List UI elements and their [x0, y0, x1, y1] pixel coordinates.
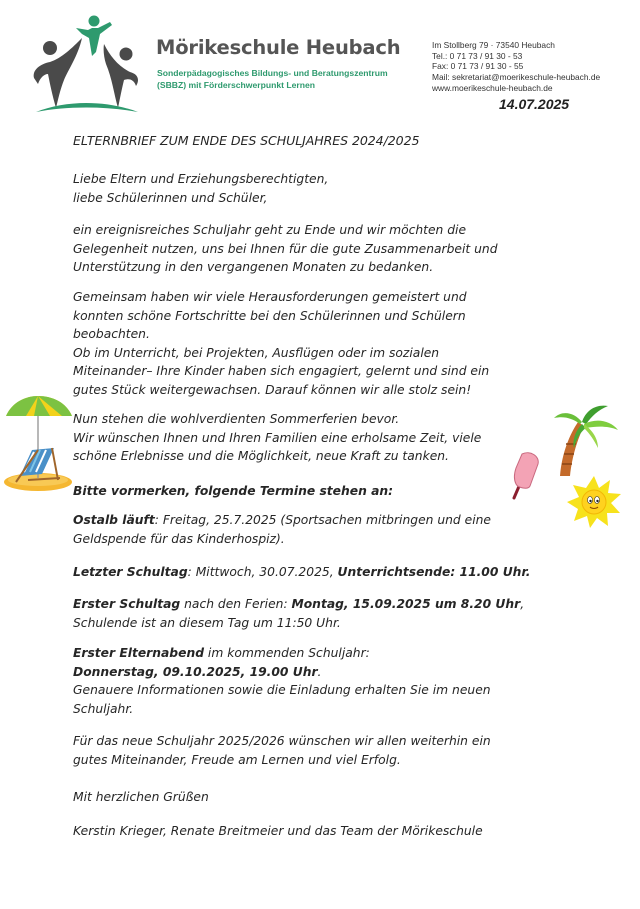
event-text: nach den Ferien: — [180, 597, 292, 611]
beach-scene — [2, 392, 80, 496]
school-subtitle-line-1: Sonderpädagogisches Bildungs- und Beratungszentrum — [157, 68, 388, 78]
event-info: Schuljahr. — [73, 701, 134, 716]
school-logo — [26, 8, 144, 114]
contact-mail[interactable]: Mail: sekretariat@moerikeschule-heubach.de — [432, 72, 601, 83]
text-line: Gemeinsam haben wir viele Herausforderungen gemeistert und — [73, 290, 467, 304]
closing-wish — [73, 732, 593, 769]
salutation — [73, 170, 593, 207]
event-time: Unterrichtsende: 11.00 Uhr. — [337, 565, 531, 579]
event-tail: , — [520, 597, 525, 611]
text-line: gutes Stück weitergewachsen. Darauf können wir alle stolz sein! — [73, 382, 472, 397]
text-line: Gelegenheit nutzen, uns bei Ihnen für die gute Zusammenarbeit und — [73, 241, 498, 256]
text-line: Nun stehen die wohlverdienten Sommerferien bevor. — [73, 412, 400, 426]
contact-website[interactable]: www.moerikeschule-heubach.de — [432, 82, 553, 93]
popsicle-icon — [508, 450, 544, 502]
paragraph-thanks — [73, 221, 593, 277]
contact-block — [432, 40, 600, 94]
text-line: Für das neue Schuljahr 2025/2026 wünschen wir allen weiterhin ein — [73, 734, 491, 748]
letter-title: ELTERNBRIEF ZUM ENDE DES SCHULJAHRES 2024/2025 — [73, 133, 420, 148]
signature: Kerstin Krieger, Renate Breitmeier und das Team der Mörikeschule — [73, 824, 483, 838]
event-info: Genauere Informationen sowie die Einladung erhalten Sie im neuen — [73, 683, 491, 698]
text-line: ein ereignisreiches Schuljahr geht zu Ende und wir möchten die — [73, 223, 467, 237]
greeting: Mit herzlichen Grüßen — [73, 790, 209, 804]
event-label: Ostalb läuft — [73, 513, 155, 527]
event-date: Montag, 15.09.2025 um 8.20 Uhr — [291, 597, 521, 611]
salutation-line-1: Liebe Eltern und Erziehungsberechtigten, — [73, 172, 329, 186]
salutation-line-2: liebe Schülerinnen und Schüler, — [73, 190, 268, 205]
event-tail: . — [317, 664, 322, 679]
contact-fax: Fax: 0 71 73 / 91 30 - 55 — [432, 61, 524, 72]
palm-tree-icon — [552, 400, 622, 480]
event-label: Erster Elternabend — [73, 646, 204, 660]
text-line: Miteinander– Ihre Kinder haben sich engagiert, gelernt und sind ein — [73, 364, 490, 379]
text-line: gutes Miteinander, Freude am Lernen und viel Erfolg. — [73, 752, 401, 767]
event-label: Erster Schultag — [73, 597, 181, 611]
event-date: Donnerstag, 09.10.2025, 19.00 Uhr — [73, 664, 318, 679]
text-line: konnten schöne Fortschritte bei den Schülerinnen und Schülern — [73, 308, 466, 323]
event-label: Letzter Schultag — [73, 565, 188, 579]
dates-intro: Bitte vormerken, folgende Termine stehen an: — [73, 484, 394, 498]
school-name: Mörikeschule Heubach — [156, 36, 401, 59]
event-text: im kommenden Schuljahr: — [204, 646, 370, 660]
event-text: Mittwoch, 30.07.2025, — [195, 565, 338, 579]
school-subtitle — [157, 67, 388, 91]
contact-address: Im Stollberg 79 · 73540 Heubach — [432, 40, 555, 50]
event-first-school-day — [73, 595, 593, 632]
text-line: Ob im Unterricht, bei Projekten, Ausflügen oder im sozialen — [73, 345, 440, 360]
text-line: Unterstützung in den vergangenen Monaten zu bedanken. — [73, 260, 434, 275]
contact-phone: Tel.: 0 71 73 / 91 30 - 53 — [432, 50, 523, 61]
event-text: Freitag, 25.7.2025 (Sportsachen mitbringen und eine — [162, 513, 491, 527]
text-line: beobachten. — [73, 327, 150, 342]
event-sep: : — [187, 565, 196, 579]
letter-date: 14.07.2025 — [499, 96, 570, 112]
sun-icon — [566, 474, 622, 530]
school-subtitle-line-2: (SBBZ) mit Förderschwerpunkt Lernen — [157, 80, 316, 90]
event-parents-evening — [73, 644, 593, 718]
event-last-school-day — [73, 563, 593, 582]
event-sep: : — [154, 513, 163, 527]
event-text: Schulende ist an diesem Tag um 11:50 Uhr. — [73, 615, 341, 630]
text-line: schöne Erlebnisse und die Möglichkeit, neue Kraft zu tanken. — [73, 449, 449, 464]
event-text: Geldspende für das Kinderhospiz). — [73, 531, 285, 546]
paragraph-achievements — [73, 288, 593, 400]
text-line: Wir wünschen Ihnen und Ihren Familien eine erholsame Zeit, viele — [73, 430, 482, 445]
event-ostalb — [73, 511, 593, 548]
